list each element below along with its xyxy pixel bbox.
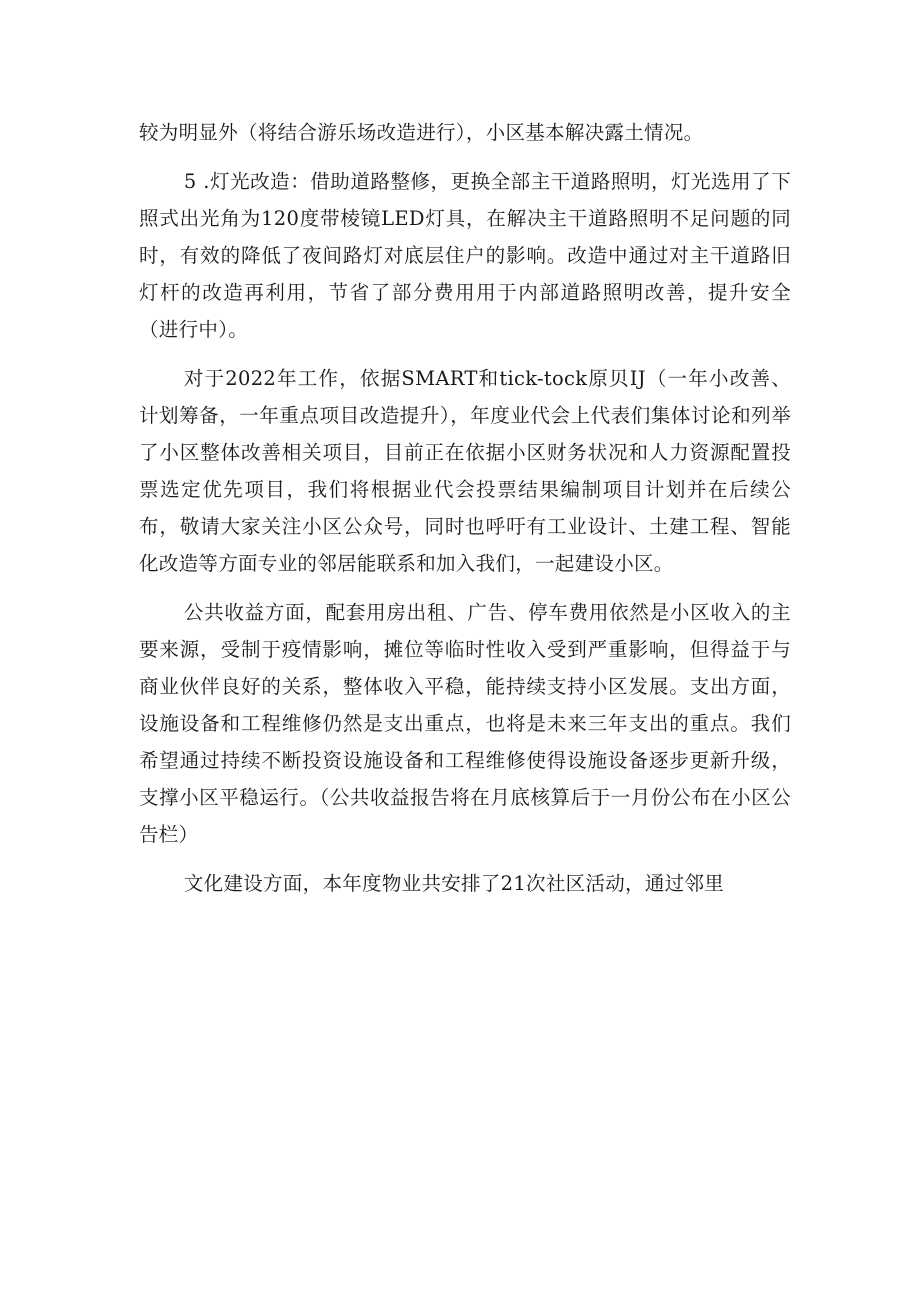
paragraph-public-revenue: 公共收益方面，配套用房出租、广告、停车费用依然是小区收入的主要来源，受制于疫情影响，摊位等临时性收入受到严重影响，但得益于与商业伙伴良好的关系，整体收入平稳，能持续支持小区发展。支出方面，设施设备和工程维修仍然是支出重点，也将是未来三年支出的重点。我们希望通过持续不断投资设施设备和工程维修使得设施设备逐步更新升级，支撑小区平稳运行。（公共收益报告将在月底核算后于一月份公布在小区公告栏） [139,601,791,846]
paragraph-culture-building: 文化建设方面，本年度物业共安排了21次社区活动，通过邻里 [183,872,725,895]
paragraph-lighting-renovation: 5 .灯光改造：借助道路整修，更换全部主干道路照明，灯光选用了下照式出光角为120度带棱镜LED灯具，在解决主干道路照明不足问题的同时，有效的降低了夜间路灯对底层住户的影响。改造中通过对主干道路旧灯杆的改造再利用，节省了部分费用用于内部道路照明改善，提升安全（进行中）。 [139,170,791,341]
paragraph-open-soil: 较为明显外（将结合游乐场改造进行），小区基本解决露土情况。 [139,121,704,144]
paragraph-2022-work-plan: 对于2022年工作，依据SMART和tick-tock原贝IJ（一年小改善、计划筹备，一年重点项目改造提升），年度业代会上代表们集体讨论和列举了小区整体改善相关项目，目前正在依据小区财务状况和人力资源配置投票选定优先项目，我们将根据业代会投票结果编制项目计划并在后续公布，敬请大家关注小区公众号，同时也呼吁有工业设计、土建工程、智能化改造等方面专业的邻居能联系和加入我们，一起建设小区。 [139,367,791,575]
document-body [139,114,791,902]
